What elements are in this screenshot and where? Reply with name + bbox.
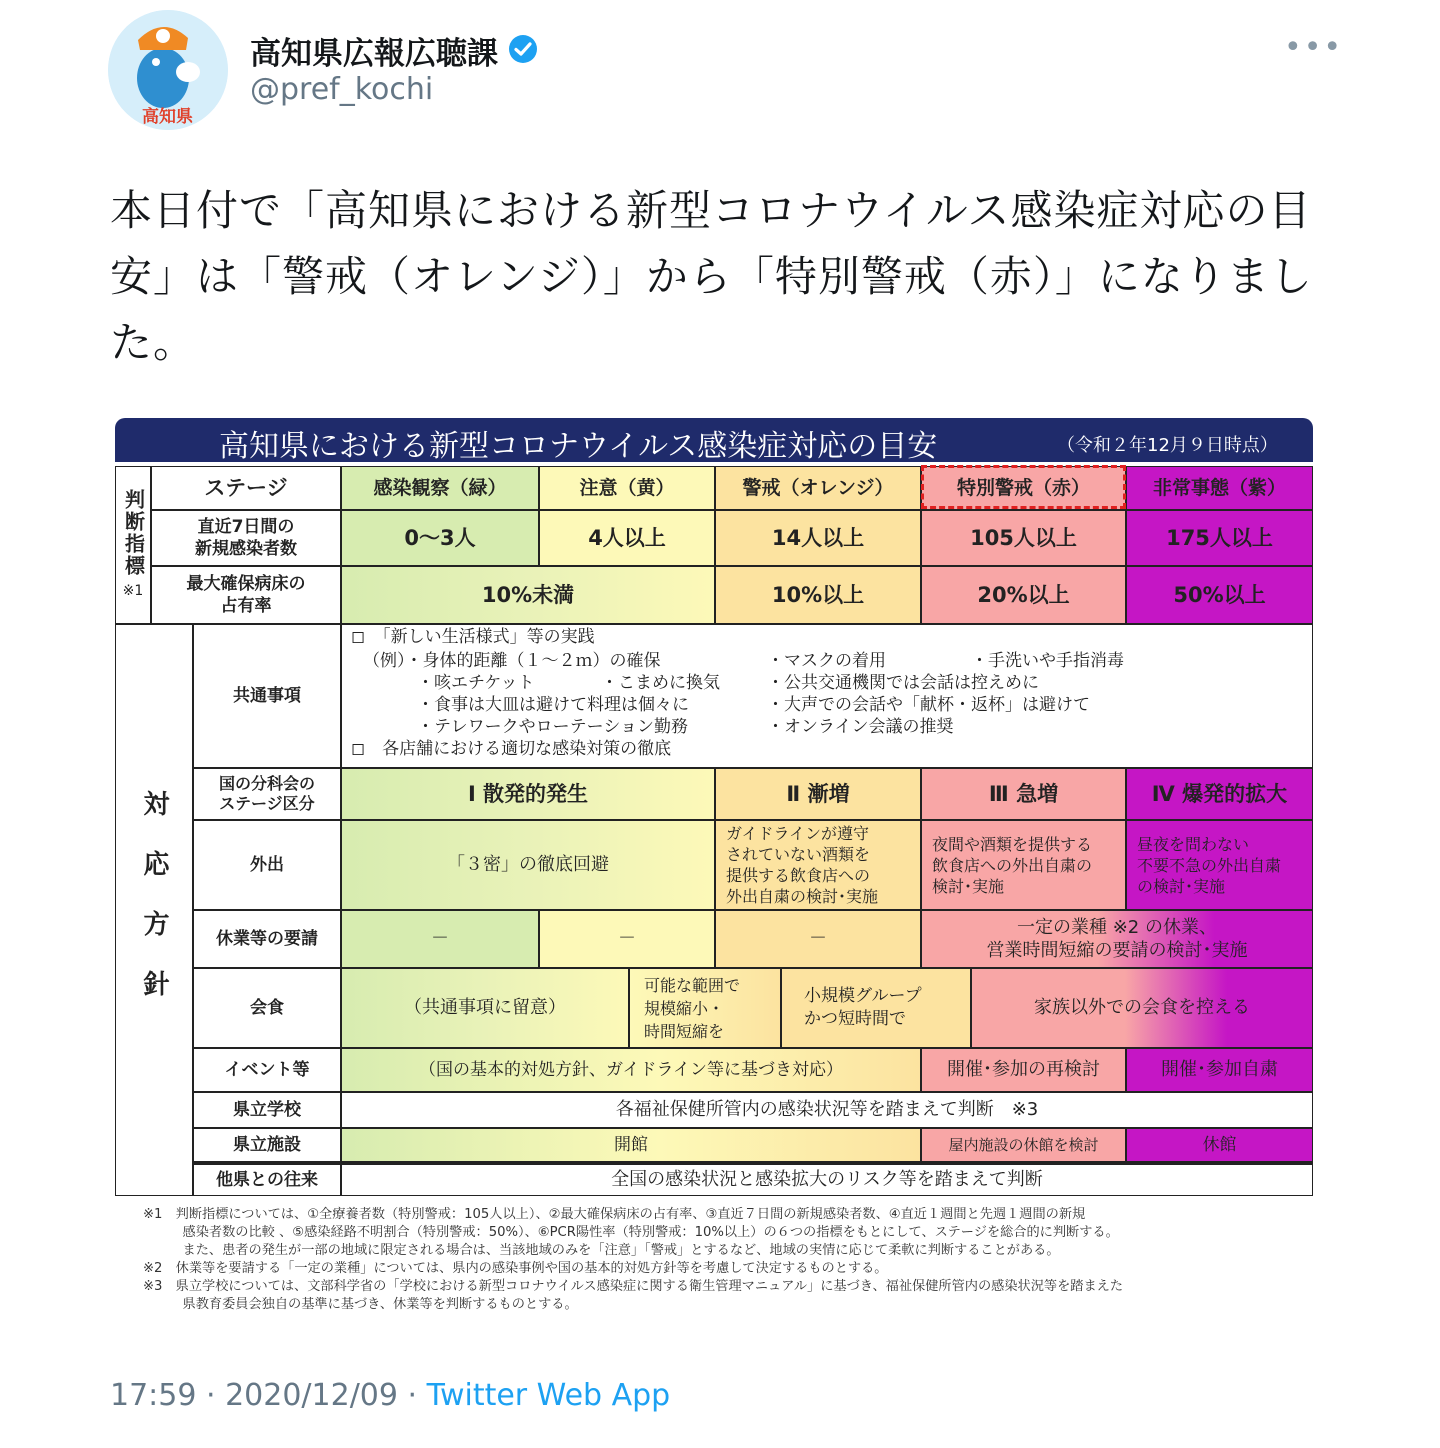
verified-badge-icon: [508, 34, 538, 64]
outing-orange: ガイドラインが遵守 されていない酒類を 提供する飲食店への 外出自粛の検討･実施: [715, 820, 921, 910]
display-name[interactable]: 高知県広報広聴課: [250, 36, 498, 72]
common-line-1: ◻ 「新しい生活様式」等の実践: [351, 627, 595, 647]
events-purple: 開催･参加自粛: [1126, 1048, 1313, 1092]
beds-purple: 50%以上: [1126, 566, 1313, 624]
national-stage-label: 国の分科会の ステージ区分: [193, 768, 341, 820]
facilities-label: 県立施設: [193, 1128, 341, 1162]
note-3a: ※3 県立学校については、文部科学省の「学校における新型コロナウイルス感染症に関する衛生管理マニュアル」に基づき、福祉保健所管内の感染状況等を踏まえた: [143, 1279, 1124, 1294]
avatar-label: 高知県: [142, 107, 193, 127]
events-red: 開催･参加の再検討: [921, 1048, 1126, 1092]
stage-purple-header: 非常事態（紫）: [1126, 466, 1313, 510]
figure-title: 高知県における新型コロナウイルス感染症対応の目安: [219, 429, 938, 464]
timestamp-text[interactable]: 17:59 · 2020/12/09 ·: [110, 1378, 427, 1413]
stage-orange-header: 警戒（オレンジ）: [715, 466, 921, 510]
new-cases-red: 105人以上: [921, 510, 1126, 566]
common-line-2c: ・手洗いや手指消毒: [971, 651, 1124, 671]
schools-label: 県立学校: [193, 1092, 341, 1128]
side-policy-text: 対応方針: [139, 790, 169, 1030]
closure-label: 休業等の要請: [193, 910, 341, 968]
events-label: イベント等: [193, 1048, 341, 1092]
more-options-icon[interactable]: •••: [1284, 30, 1344, 65]
common-line-2a: （例）・身体的距離（１～２ｍ）の確保: [363, 651, 661, 671]
closure-green: －: [341, 910, 539, 968]
outing-label: 外出: [193, 820, 341, 910]
new-cases-purple: 175人以上: [1126, 510, 1313, 566]
dining-orange: 小規模グループ かつ短時間で: [781, 968, 971, 1048]
facilities-green-orange: 開館: [341, 1128, 921, 1162]
dining-label: 会食: [193, 968, 341, 1048]
schools-all: 各福祉保健所管内の感染状況等を踏まえて判断 ※3: [341, 1092, 1313, 1128]
closure-orange: －: [715, 910, 921, 968]
figure-title-bar: [115, 418, 1313, 462]
source-link[interactable]: Twitter Web App: [426, 1378, 671, 1413]
stage-green-header: 感染観察（緑）: [341, 466, 539, 510]
common-line-3b: ・こまめに換気: [601, 673, 720, 693]
national-stage-4: Ⅳ 爆発的拡大: [1126, 768, 1313, 820]
new-cases-label: 直近7日間の 新規感染者数: [151, 510, 341, 566]
tweet-image[interactable]: [113, 418, 1315, 1344]
national-stage-1: Ⅰ 散発的発生: [341, 768, 715, 820]
note-2: ※2 休業等を要請する「一定の業種」については、県内の感染事例や国の基本的対処方針等を考慮して決定するものとする。: [143, 1261, 888, 1276]
stage-yellow-header: 注意（黄）: [539, 466, 715, 510]
avatar[interactable]: [108, 10, 228, 130]
beds-green-yellow: 10%未満: [341, 566, 715, 624]
common-line-5b: ・オンライン会議の推奨: [767, 717, 954, 737]
closure-red-purple: 一定の業種 ※2 の休業、 営業時間短縮の要請の検討･実施: [921, 910, 1313, 968]
common-line-3a: ・咳エチケット: [417, 673, 535, 693]
common-line-5a: ・テレワークやローテーション勤務: [417, 717, 688, 737]
travel-all: 全国の感染状況と感染拡大のリスク等を踏まえて判断: [341, 1162, 1313, 1196]
tweet-timestamp: [110, 1378, 670, 1413]
common-line-4b: ・大声での会話や「献杯・返杯」は避けて: [767, 695, 1090, 715]
outing-purple: 昼夜を問わない 不要不急の外出自粛 の検討･実施: [1126, 820, 1313, 910]
note-1c: また、患者の発生が一部の地域に限定される場合は、当該地域のみを「注意」「警戒」とするなど、地域の実情に応じて柔軟に判断することがある。: [143, 1243, 1060, 1258]
facilities-purple: 休館: [1126, 1128, 1313, 1162]
stage-header: ステージ: [151, 466, 341, 510]
dining-green-yellow: （共通事項に留意）: [341, 968, 629, 1048]
beds-red: 20%以上: [921, 566, 1126, 624]
stage-red-header: 特別警戒（赤）: [921, 466, 1126, 510]
figure-date: （令和２年12月９日時点）: [1057, 435, 1278, 456]
common-label: 共通事項: [193, 624, 341, 768]
common-line-2b: ・マスクの着用: [767, 651, 886, 671]
outing-red: 夜間や酒類を提供する 飲食店への外出自粛の 検討･実施: [921, 820, 1126, 910]
events-green-orange: （国の基本的対処方針、ガイドライン等に基づき対応）: [341, 1048, 921, 1092]
tweet-text: 本日付で「高知県における新型コロナウイルス感染症対応の目安」は「警戒（オレンジ）」から「特別警戒（赤）」になりました。: [110, 186, 1313, 367]
national-stage-3: Ⅲ 急増: [921, 768, 1126, 820]
note-1a: ※1 判断指標については、①全療養者数（特別警戒：105人以上）、②最大確保病床の占有率、③直近７日間の新規感染者数、④直近１週間と先週１週間の新規: [143, 1207, 1086, 1222]
side-indicator-text: 判断指標: [121, 488, 146, 577]
dining-yellow-2: 可能な範囲で 規模縮小・ 時間短縮を: [629, 968, 781, 1048]
note-1b: 感染者数の比較 、⑤感染経路不明割合（特別警戒：50%）、⑥PCR陽性率（特別警戒：10%以上）の６つの指標をもとにして、ステージを総合的に判断する。: [143, 1225, 1119, 1240]
side-indicator-note: ※1: [122, 582, 144, 599]
new-cases-yellow: 4人以上: [539, 510, 715, 566]
new-cases-orange: 14人以上: [715, 510, 921, 566]
new-cases-green: 0～3人: [341, 510, 539, 566]
side-indicator-label: [115, 466, 151, 624]
national-stage-2: Ⅱ 漸増: [715, 768, 921, 820]
beds-label: 最大確保病床の 占有率: [151, 566, 341, 624]
common-line-3c: ・公共交通機関では会話は控えめに: [767, 673, 1039, 693]
current-stage-highlight: [921, 465, 1126, 509]
outing-green-yellow: 「３密」の徹底回避: [341, 820, 715, 910]
note-3b: 県教育委員会独自の基準に基づき、休業等を判断するものとする。: [143, 1297, 578, 1312]
facilities-red: 屋内施設の休館を検討: [921, 1128, 1126, 1162]
beds-orange: 10%以上: [715, 566, 921, 624]
user-handle[interactable]: @pref_kochi: [250, 72, 434, 107]
dining-red-purple: 家族以外での会食を控える: [971, 968, 1313, 1048]
travel-label: 他県との往来: [193, 1162, 341, 1196]
closure-yellow: －: [539, 910, 715, 968]
common-line-4a: ・食事は大皿は避けて料理は個々に: [417, 695, 689, 715]
side-policy-label: [115, 624, 193, 1196]
common-line-6: ◻ 各店舗における適切な感染対策の徹底: [351, 739, 672, 759]
